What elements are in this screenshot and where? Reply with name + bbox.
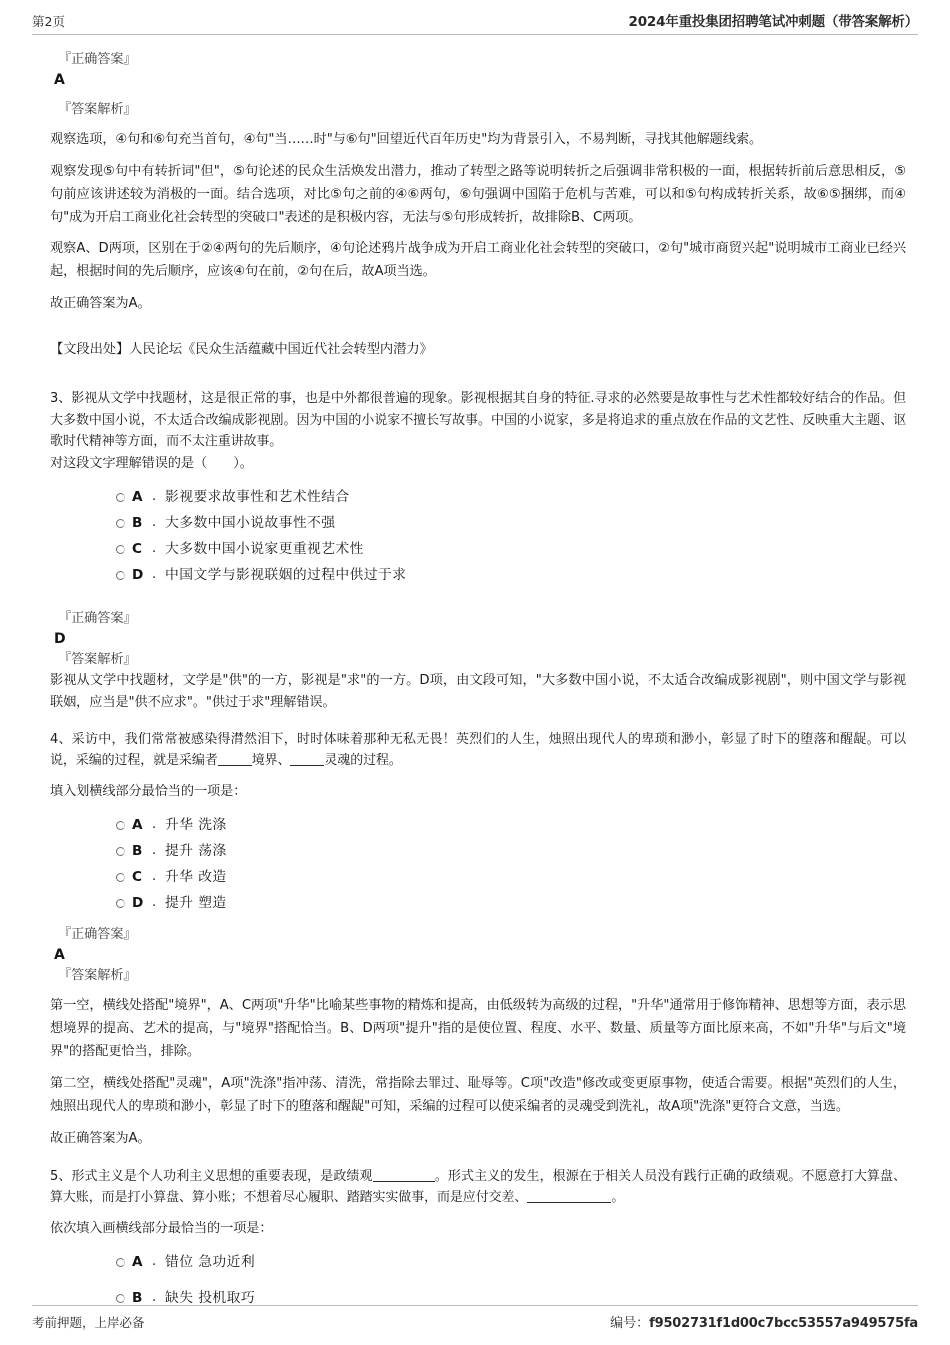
option-text: 影视要求故事性和艺术性结合 <box>165 488 350 505</box>
option-letter: A <box>132 816 143 833</box>
option-text: 提升 荡涤 <box>165 842 227 859</box>
option-letter: A <box>132 488 143 505</box>
q2-analysis-paragraph-2: 观察发现⑤句中有转折词"但"，⑤句论述的民众生活焕发出潜力，推动了转型之路等说明转折之后强调非常积极的一面，根据转折前后意思相反，⑤句前应该讲述较为消极的一面。结合选项，对比⑤句之前的④⑥两句，⑥句强调中国陷于危机与苦难，可以和⑤句构成转折关系，故⑥⑤捆绑，而④句"成为开启工商业化社会转型的突破口"表述的是积极内容，无法与⑤句形成转折，故排除B、C两项。 <box>50 163 906 225</box>
option-row[interactable] <box>50 484 906 510</box>
q3-answer-value: D <box>54 631 66 648</box>
question-5-stem-part2: 。形式主义的发生，根源在于相关人员没有践行正确的政绩观。不愿意打大算盘、算大账，而是打小算盘、算小账；不想着尽心履职、踏踏实实做事，而是应付交差、 <box>50 1168 906 1206</box>
q3-analysis-label: 『答案解析』 <box>58 652 137 668</box>
option-text: 缺失 投机取巧 <box>165 1289 256 1306</box>
question-5-stem <box>50 1166 906 1209</box>
option-text: 错位 急功近利 <box>165 1253 256 1270</box>
question-4-prompt: 填入划横线部分最恰当的一项是： <box>50 783 247 799</box>
option-text: 升华 洗涤 <box>165 816 227 833</box>
radio-icon[interactable] <box>116 847 125 856</box>
question-3-prompt: 对这段文字理解错误的是（ ）。 <box>50 455 253 471</box>
radio-icon[interactable] <box>116 571 125 580</box>
question-4-stem-part2: 境界、 <box>251 753 291 769</box>
option-letter: C <box>132 540 142 557</box>
q2-answer-value: A <box>54 71 65 88</box>
footer-code-label: 编号： <box>610 1316 650 1331</box>
q4-answer-value: A <box>54 947 65 964</box>
option-letter: B <box>132 514 143 531</box>
option-row[interactable] <box>50 1249 906 1275</box>
option-separator: . <box>152 895 157 911</box>
option-separator: . <box>152 843 157 859</box>
radio-icon[interactable] <box>116 1258 125 1267</box>
radio-icon[interactable] <box>116 821 125 830</box>
q2-source-line: 【文段出处】人民论坛《民众生活蕴藏中国近代社会转型内潜力》 <box>50 341 433 357</box>
option-row[interactable] <box>50 890 906 916</box>
blank-field-2[interactable] <box>527 1202 611 1203</box>
q2-correct-answer-label: 『正确答案』 <box>58 52 137 67</box>
option-text: 提升 塑造 <box>165 894 227 911</box>
question-5-stem-part1: 5、形式主义是个人功利主义思想的重要表现，是政绩观 <box>50 1168 373 1184</box>
option-separator: . <box>152 515 157 531</box>
option-row[interactable] <box>50 864 906 890</box>
q2-analysis-paragraph-3: 观察A、D两项，区别在于②④两句的先后顺序，④句论述鸦片战争成为开启工商业化社会转型的突破口，②句"城市商贸兴起"说明城市工商业已经兴起，根据时间的先后顺序，应该④句在前，②句在后，故A项当选。 <box>50 241 906 280</box>
option-separator: . <box>152 567 157 583</box>
question-4-stem-part3: 灵魂的过程。 <box>324 753 402 769</box>
question-5-options <box>50 1249 906 1311</box>
question-4 <box>50 729 906 917</box>
footer-code <box>610 1312 918 1331</box>
q4-analysis-paragraph-1: 第一空，横线处搭配"境界"，A、C两项"升华"比喻某些事物的精炼和提高，由低级转为高级的过程，"升华"通常用于修饰精神、思想等方面，表示思想境界的提高、艺术的提高，与"境界"搭配恰当。B、D两项"提升"指的是使位置、程度、水平、数量、质量等方面比原来高，不如"升华"与后文"境界"的搭配更恰当，排除。 <box>50 998 906 1059</box>
question-5-stem-part3: 。 <box>611 1190 625 1206</box>
option-text: 大多数中国小说故事性不强 <box>165 514 336 531</box>
option-separator: . <box>152 1254 157 1270</box>
option-separator: . <box>152 817 157 833</box>
question-3-stem: 3、影视从文学中找题材，这是很正常的事，也是中外都很普遍的现象。影视根据其自身的特征.寻求的必然要是故事性与艺术性都较好结合的作品。但大多数中国小说，不太适合改编成影视剧。因为中国的小说家不擅长写故事。中国的小说家，多是将追求的重点放在作品的文艺性、反映重大主题、讴歌时代精神等方面，而不太注重讲故事。 <box>50 391 906 450</box>
option-separator: . <box>152 541 157 557</box>
option-row[interactable] <box>50 510 906 536</box>
q3-analysis-paragraph: 影视从文学中找题材，文学是"供"的一方，影视是"求"的一方。D项，由文段可知，"大多数中国小说，不太适合改编成影视剧"，则中国文学与影视联姻，应当是"供不应求"。"供过于求"理解错误。 <box>50 673 906 710</box>
option-letter: B <box>132 1289 143 1306</box>
radio-icon[interactable] <box>116 519 125 528</box>
document-title: 2024年重投集团招聘笔试冲刺题（带答案解析） <box>628 14 918 30</box>
option-row[interactable] <box>50 838 906 864</box>
radio-icon[interactable] <box>116 493 125 502</box>
footer-slogan: 考前押题，上岸必备 <box>32 1315 145 1330</box>
option-row[interactable] <box>50 562 906 588</box>
blank-field-1[interactable] <box>218 765 252 766</box>
radio-icon[interactable] <box>116 899 125 908</box>
option-text: 升华 改造 <box>165 868 227 885</box>
blank-field-2[interactable] <box>290 765 324 766</box>
blank-field-1[interactable] <box>373 1181 435 1182</box>
option-letter: C <box>132 868 142 885</box>
document-body <box>32 35 918 1311</box>
option-letter: D <box>132 894 144 911</box>
q4-analysis-paragraph-3: 故正确答案为A。 <box>50 1130 151 1146</box>
option-text: 大多数中国小说家更重视艺术性 <box>165 540 364 557</box>
page-footer <box>32 1305 918 1331</box>
question-3 <box>50 388 906 588</box>
page-header <box>32 0 918 35</box>
question-5-prompt: 依次填入画横线部分最恰当的一项是： <box>50 1220 273 1236</box>
option-separator: . <box>152 1290 157 1306</box>
q3-correct-answer-label: 『正确答案』 <box>58 611 137 627</box>
option-row[interactable] <box>50 812 906 838</box>
question-5 <box>50 1166 906 1312</box>
radio-icon[interactable] <box>116 545 125 554</box>
radio-icon[interactable] <box>116 1294 125 1303</box>
option-letter: A <box>132 1253 143 1270</box>
option-separator: . <box>152 489 157 505</box>
q4-analysis-paragraph-2: 第二空，横线处搭配"灵魂"，A项"洗涤"指冲荡、清洗，常指除去罪过、耻辱等。C项"改造"修改或变更原事物，使适合需要。根据"英烈们的人生，烛照出现代人的卑琐和渺小，彰显了时下的堕落和醒龊"可知，采编的过程可以使采编者的灵魂受到洗礼，故A项"洗涤"更符合文意，当选。 <box>50 1075 906 1114</box>
question-4-stem <box>50 729 906 772</box>
q2-analysis-paragraph-1: 观察选项，④句和⑥句充当首句，④句"当……时"与⑥句"回望近代百年历史"均为背景引入，不易判断，寻找其他解题线索。 <box>50 131 763 147</box>
footer-code-value: f9502731f1d00c7bcc53557a949575fa <box>649 1316 918 1331</box>
option-separator: . <box>152 869 157 885</box>
radio-icon[interactable] <box>116 873 125 882</box>
question-4-options <box>50 812 906 916</box>
q2-analysis-paragraph-4: 故正确答案为A。 <box>50 296 151 312</box>
option-letter: B <box>132 842 143 859</box>
page-number-label: 第2页 <box>32 14 65 29</box>
option-letter: D <box>132 566 144 583</box>
question-3-options <box>50 484 906 588</box>
q4-correct-answer-label: 『正确答案』 <box>58 927 137 943</box>
q4-analysis-label: 『答案解析』 <box>58 968 137 984</box>
question-4-stem-part1: 4、采访中，我们常常被感染得潸然泪下，时时体味着那种无私无畏！英烈们的人生，烛照出现代人的卑琐和渺小，彰显了时下的堕落和醒龊。可以说，采编的过程，就是采编者 <box>50 731 906 769</box>
q2-analysis-label: 『答案解析』 <box>58 101 137 117</box>
option-text: 中国文学与影视联姻的过程中供过于求 <box>165 566 407 583</box>
option-row[interactable] <box>50 536 906 562</box>
